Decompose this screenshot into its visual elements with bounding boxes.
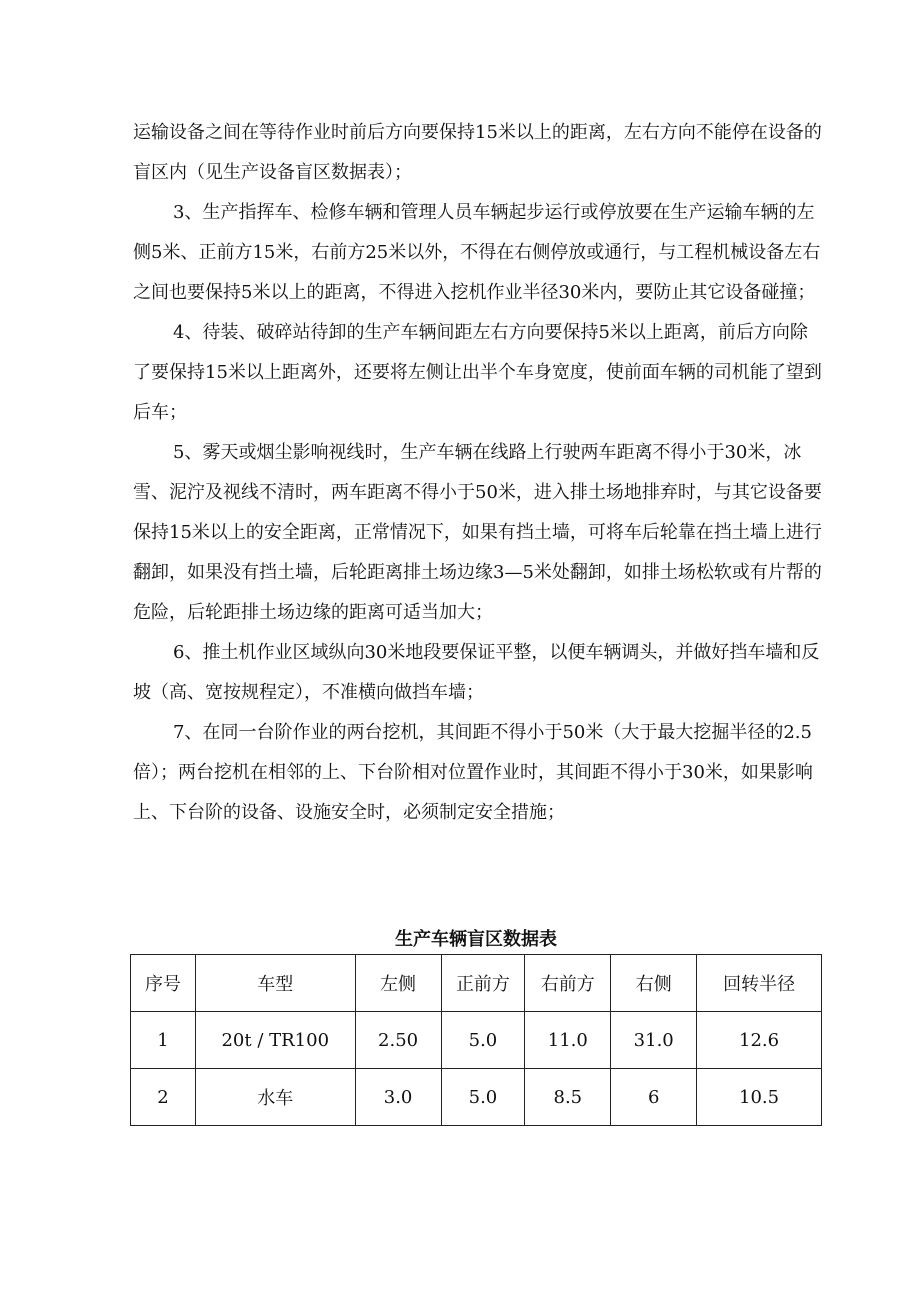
header-cell: 左侧 — [355, 955, 441, 1012]
table-cell: 1 — [131, 1012, 196, 1069]
body-text — [133, 113, 823, 833]
table-cell: 水车 — [195, 1069, 355, 1126]
paragraph-rule-6: 6、推土机作业区域纵向30米地段要保证平整，以便车辆调头，并做好挡车墙和反坡（高、宽按规程定），不准横向做挡车墙； — [133, 642, 820, 703]
table-cell: 12.6 — [697, 1012, 822, 1069]
blind-spot-table — [130, 954, 822, 1126]
paragraph-rule-3: 3、生产指挥车、检修车辆和管理人员车辆起步运行或停放要在生产运输车辆的左侧5米、正前方15米，右前方25米以外，不得在右侧停放或通行，与工程机械设备左右之间也要保持5米以上的距离，不得进入挖机作业半径30米内，要防止其它设备碰撞； — [133, 202, 821, 303]
header-cell: 右前方 — [525, 955, 611, 1012]
table-cell: 5.0 — [441, 1012, 525, 1069]
header-cell: 车型 — [195, 955, 355, 1012]
table-cell: 20t / TR100 — [195, 1012, 355, 1069]
header-cell: 右侧 — [611, 955, 697, 1012]
table-cell: 10.5 — [697, 1069, 822, 1126]
header-cell: 序号 — [131, 955, 196, 1012]
paragraph-rule-5: 5、雾天或烟尘影响视线时，生产车辆在线路上行驶两车距离不得小于30米，冰雪、泥泞及视线不清时，两车距离不得小于50米，进入排土场地排弃时，与其它设备要保持15米以上的安全距离，正常情况下，如果有挡土墙，可将车后轮靠在挡土墙上进行翻卸，如果没有挡土墙，后轮距离排土场边缘3—5米处翻卸，如排土场松软或有片帮的危险，后轮距排土场边缘的距离可适当加大； — [133, 442, 822, 623]
paragraph-rule-7: 7、在同一台阶作业的两台挖机，其间距不得小于50米（大于最大挖掘半径的2.5倍）；两台挖机在相邻的上、下台阶相对位置作业时，其间距不得小于30米，如果影响上、下台阶的设备、设施安全时，必须制定安全措施； — [133, 722, 813, 823]
table-cell: 2.50 — [355, 1012, 441, 1069]
paragraph-rule-4: 4、待装、破碎站待卸的生产车辆间距左右方向要保持5米以上距离，前后方向除了要保持15米以上距离外，还要将左侧让出半个车身宽度，使前面车辆的司机能了望到后车； — [133, 322, 822, 423]
table-row — [131, 1012, 822, 1069]
table-cell: 31.0 — [611, 1012, 697, 1069]
table-cell: 8.5 — [525, 1069, 611, 1126]
header-cell: 正前方 — [441, 955, 525, 1012]
header-cell: 回转半径 — [697, 955, 822, 1012]
table-cell: 5.0 — [441, 1069, 525, 1126]
paragraph-continuation: 运输设备之间在等待作业时前后方向要保持15米以上的距离，左右方向不能停在设备的盲区内（见生产设备盲区数据表）； — [133, 122, 822, 183]
table-cell: 11.0 — [525, 1012, 611, 1069]
table-header-row — [131, 955, 822, 1012]
table-title: 生产车辆盲区数据表 — [395, 929, 557, 950]
table-row — [131, 1069, 822, 1126]
table-cell: 3.0 — [355, 1069, 441, 1126]
table-cell: 2 — [131, 1069, 196, 1126]
table-cell: 6 — [611, 1069, 697, 1126]
